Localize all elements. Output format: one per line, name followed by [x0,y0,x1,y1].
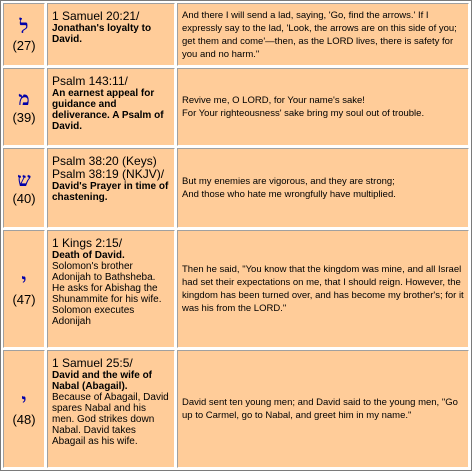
letter-count: (39) [12,110,36,125]
table-row [3,350,469,468]
letter-cell [3,350,45,468]
letter-count: (40) [12,191,36,206]
passage-title: Jonathan's loyalty to David. [52,23,152,45]
verse-text: And there I will send a lad, saying, 'Go, find the arrows.' If I expressly say to the lad, 'Look, the arrows are on this side of you; get them and come'—then, as the LORD lives, there is safety for you and no harm." [182,9,457,60]
scripture-reference: 1 Samuel 25:5/ [52,356,133,370]
hebrew-letter: י [21,390,27,412]
hebrew-letter: ל [19,15,29,38]
verse-text: David sent ten young men; and David said to the young men, "Go up to Carmel, go to Nabal, and greet him in my name." [182,397,458,421]
verse-text: Revive me, O LORD, for Your name's sake! [182,95,365,106]
reference-cell [47,230,175,348]
hebrew-letter: י [21,270,27,292]
table-row [3,68,469,146]
letter-count: (27) [12,37,36,53]
verse-cell [177,148,469,228]
verse-text: But my enemies are vigorous, and they are strong; [182,176,395,187]
table-row [3,3,469,66]
verse-cell [177,3,469,66]
passage-title: Death of David. [52,250,125,261]
verse-cell [177,230,469,348]
table-row [3,148,469,228]
scripture-reference: Psalm 38:19 (NKJV)/ [52,167,165,181]
letter-count: (48) [12,412,36,427]
verse-text: And those who hate me wrongfully have multiplied. [182,189,396,200]
verse-text: For Your righteousness' sake bring my soul out of trouble. [182,108,425,119]
hebrew-letter: ש [17,169,31,191]
passage-description: Solomon's brother Adonijah to Bathsheba. He asks for Abishag the Shunammite for his wife. Solomon executes Adonijah [52,261,162,327]
scripture-reference: 1 Kings 2:15/ [52,236,123,250]
passage-title: David and the wife of Nabal (Abagail). [52,370,153,392]
reference-cell [47,148,175,228]
verse-text: Then he said, "You know that the kingdom was mine, and all Israel had set their expectations on me, that I should reign. However, the kingdom has been turned over, and has become my brother's; for it was his from the LORD." [182,264,464,314]
letter-cell [3,68,45,146]
reference-cell [47,3,175,66]
reference-cell [47,68,175,146]
scripture-reference: 1 Samuel 20:21/ [52,9,140,23]
passage-description: Because of Abagail, David spares Nabal and his men. God strikes down Nabal. David takes Abagail as his wife. [52,392,169,447]
verse-cell [177,350,469,468]
letter-cell [3,148,45,228]
letter-cell [3,3,45,66]
hebrew-letter: מ [18,88,30,110]
table-row [3,230,469,348]
scripture-reference: Psalm 38:20 (Keys) [52,154,157,168]
letter-count: (47) [12,292,36,307]
reference-cell [47,350,175,468]
passage-title: David's Prayer in time of chastening. [52,181,169,203]
passage-title: An earnest appeal for guidance and deliverance. A Psalm of David. [52,88,164,132]
letter-cell [3,230,45,348]
scripture-reference: Psalm 143:11/ [52,74,128,88]
verse-cell [177,68,469,146]
